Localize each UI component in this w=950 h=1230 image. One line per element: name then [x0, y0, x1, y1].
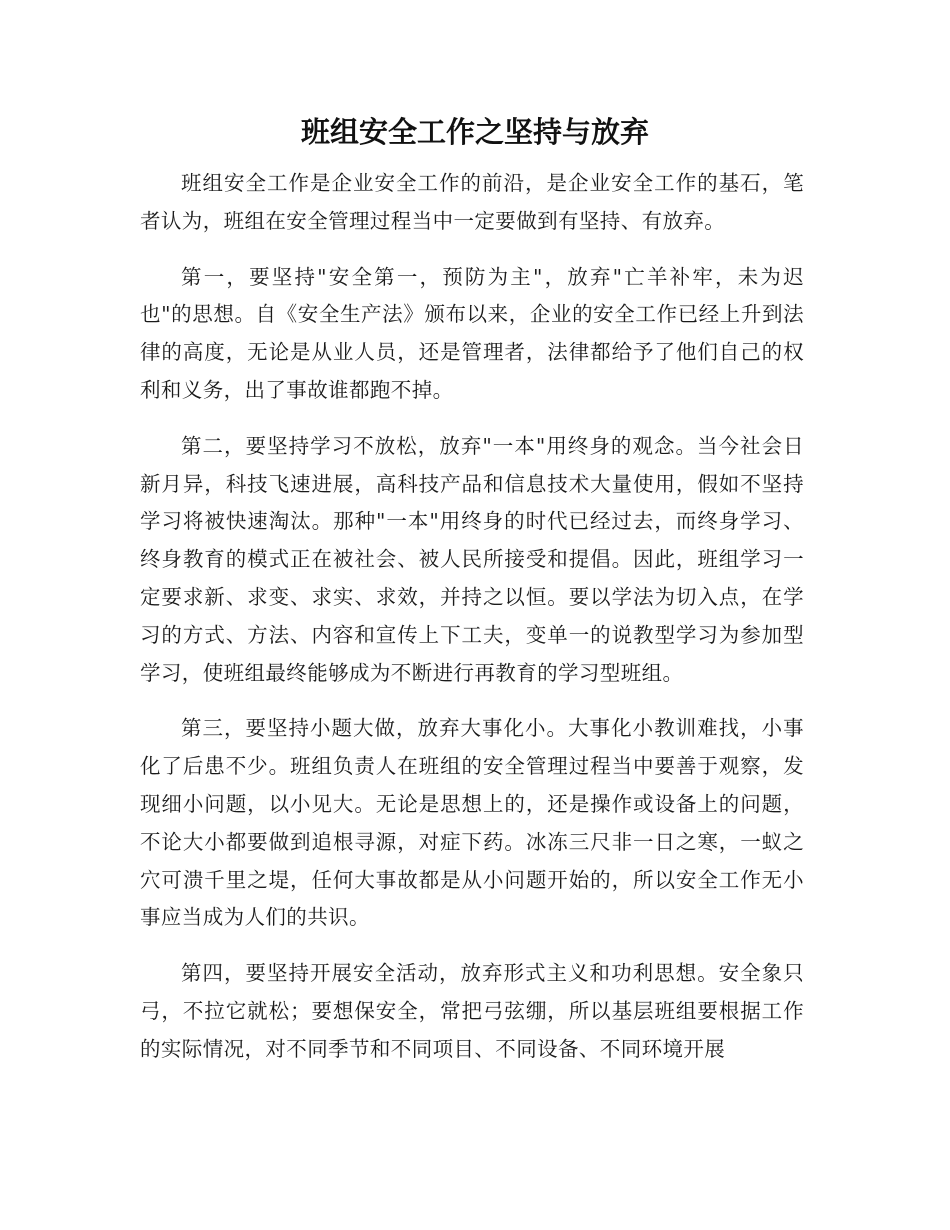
paragraph-third-point: 第三，要坚持小题大做，放弃大事化小。大事化小教训难找，小事化了后患不少。班组负责人在班组的安全管理过程当中要善于观察，发现细小问题，以小见大。无论是思想上的，还是操作或设备上的问题，不论大小都要做到追根寻源，对症下药。冰冻三尺非一日之寒，一蚁之穴可溃千里之堤，任何大事故都是从小问题开始的，所以安全工作无小事应当成为人们的共识。 — [140, 716, 804, 930]
document-body — [140, 165, 804, 1087]
paragraph-second-point: 第二，要坚持学习不放松，放弃"一本"用终身的观念。当今社会日新月异，科技飞速进展，高科技产品和信息技术大量使用，假如不坚持学习将被快速淘汰。那种"一本"用终身的时代已经过去，而终身学习、终身教育的模式正在被社会、被人民所接受和提倡。因此，班组学习一定要求新、求变、求实、求效，并持之以恒。要以学法为切入点，在学习的方式、方法、内容和宣传上下工夫，变单一的说教型学习为参加型学习，使班组最终能够成为不断进行再教育的学习型班组。 — [140, 433, 804, 685]
paragraph-intro: 班组安全工作是企业安全工作的前沿，是企业安全工作的基石，笔者认为，班组在安全管理过程当中一定要做到有坚持、有放弃。 — [140, 171, 804, 233]
paragraph-fourth-point: 第四，要坚持开展安全活动，放弃形式主义和功利思想。安全象只弓，不拉它就松；要想保安全，常把弓弦绷，所以基层班组要根据工作的实际情况，对不同季节和不同项目、不同设备、不同环境开展 — [140, 961, 804, 1061]
paragraph-first-point: 第一，要坚持"安全第一，预防为主"，放弃"亡羊补牢，未为迟也"的思想。自《安全生产法》颁布以来，企业的安全工作已经上升到法律的高度，无论是从业人员，还是管理者，法律都给予了他们自己的权利和义务，出了事故谁都跑不掉。 — [140, 264, 804, 402]
document-title: 班组安全工作之坚持与放弃 — [300, 115, 649, 149]
